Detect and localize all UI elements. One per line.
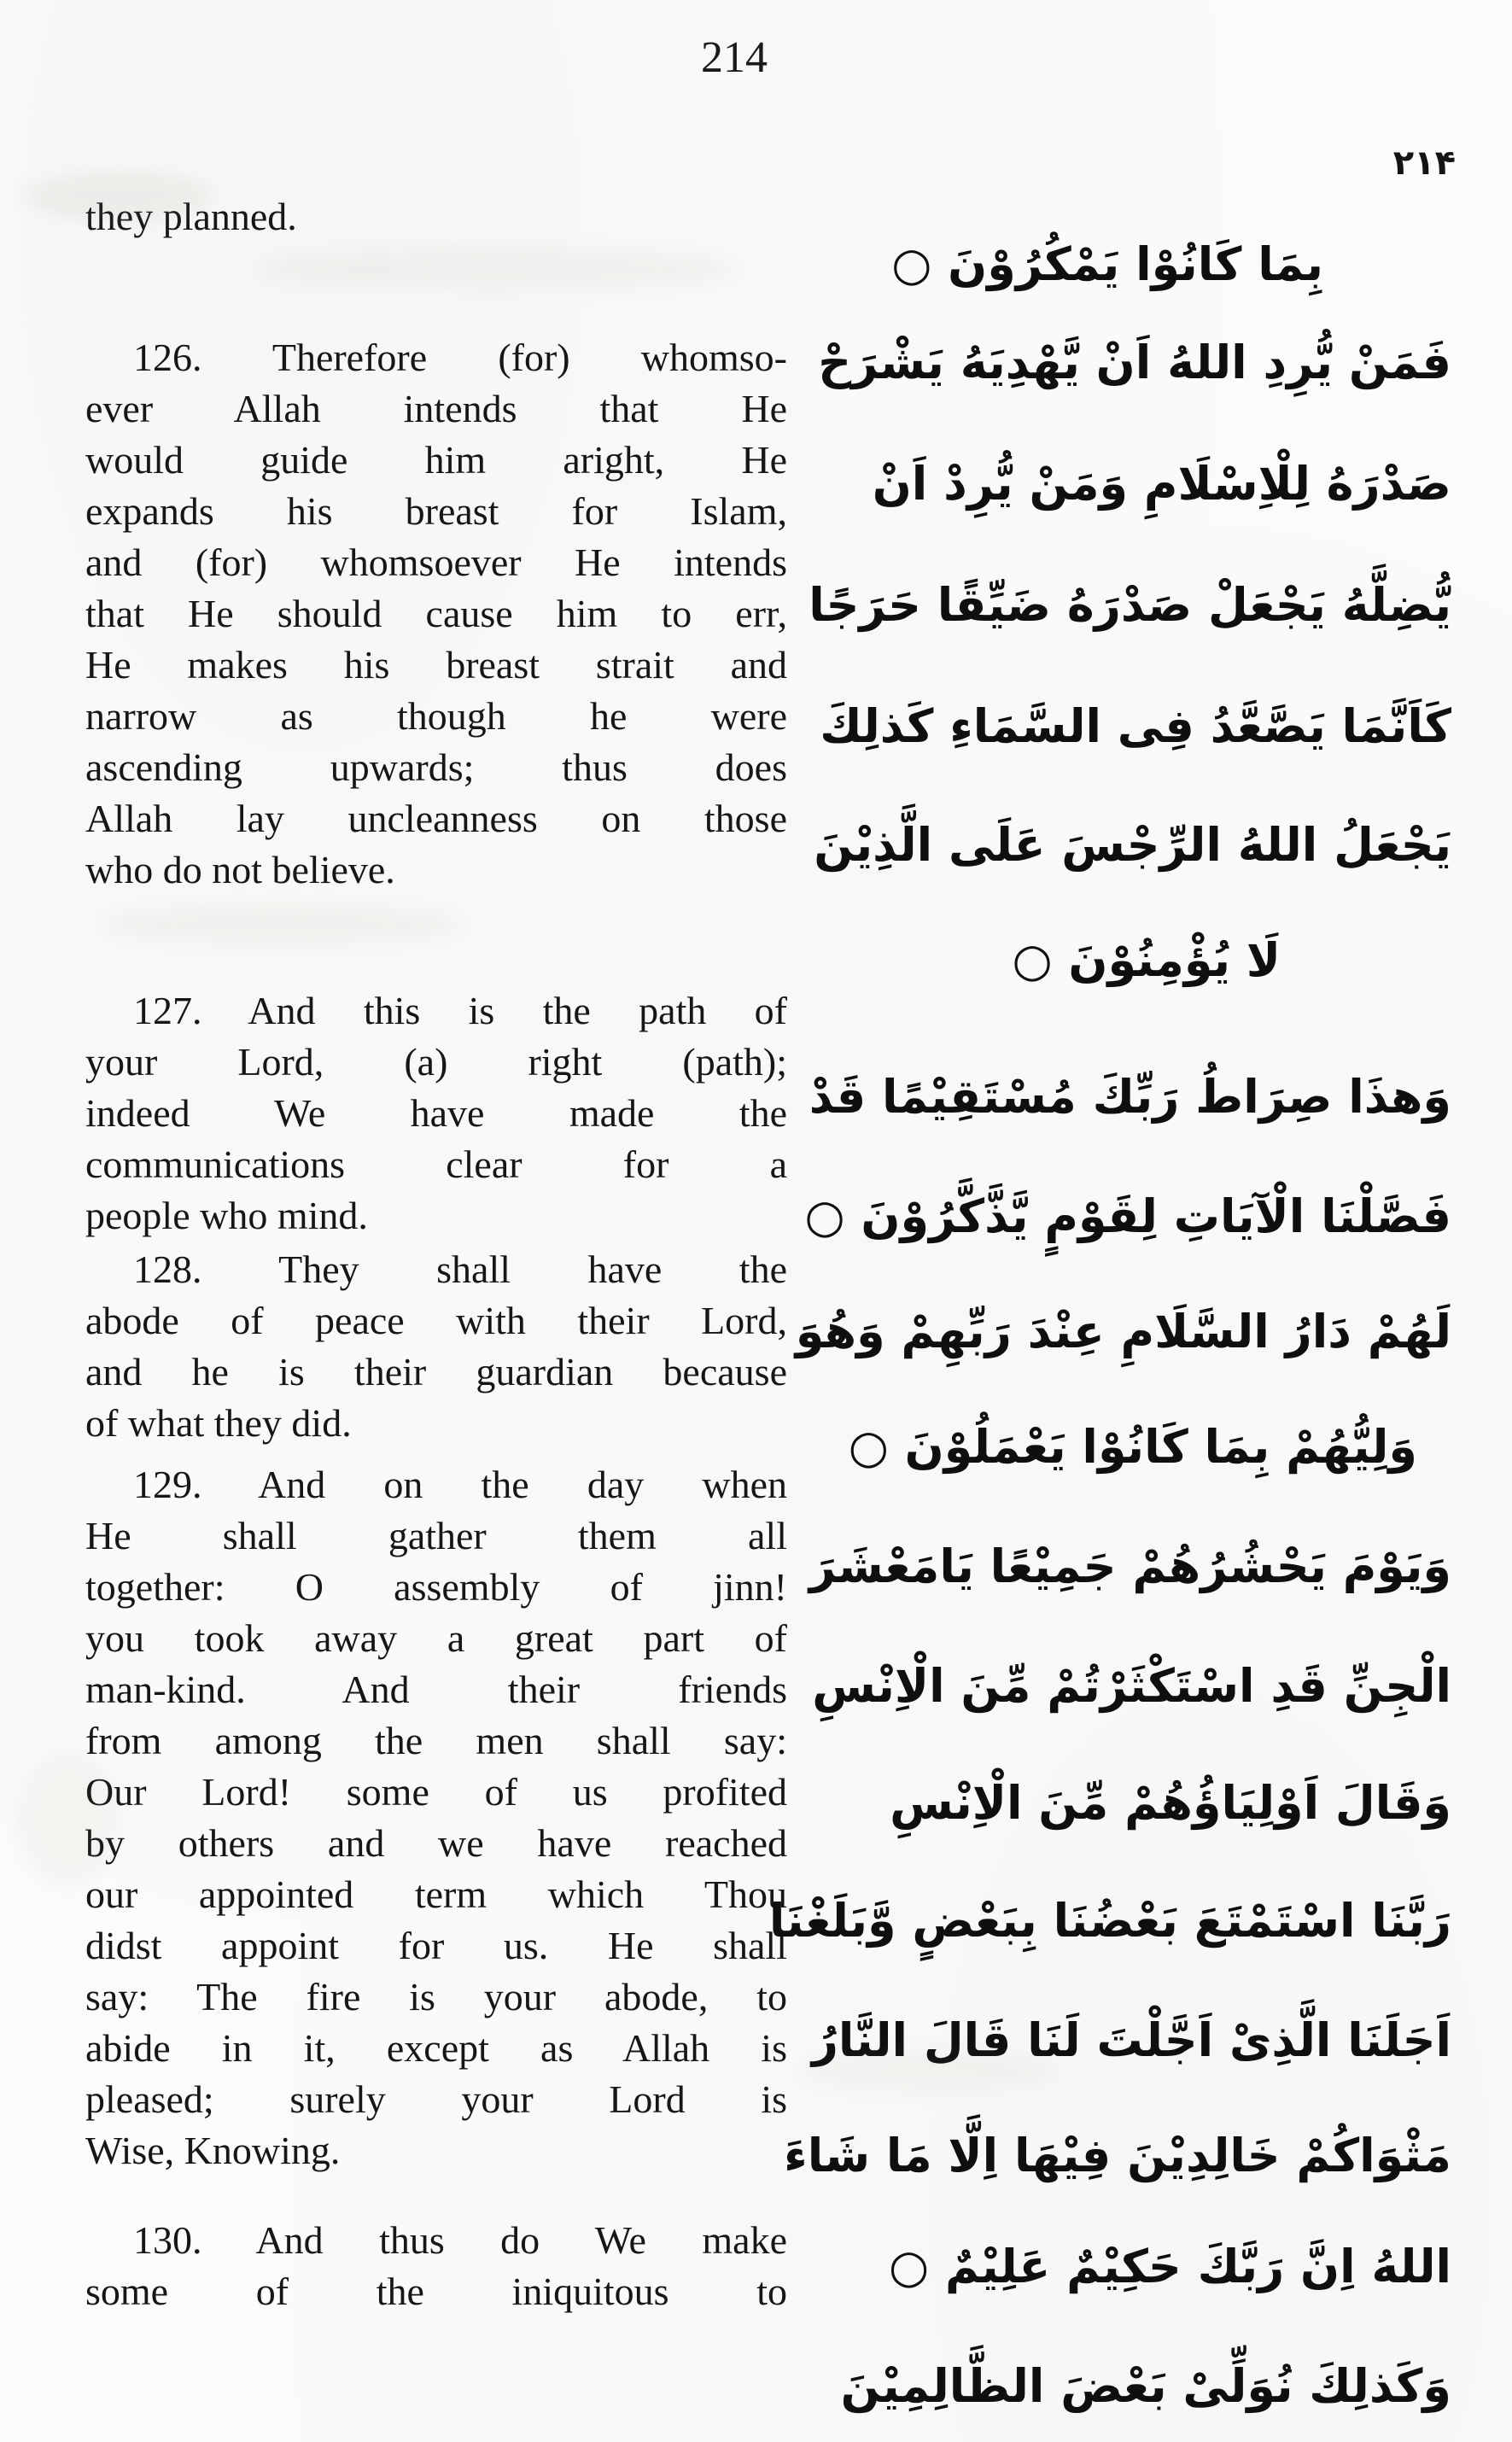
scan-smudge: [102, 905, 461, 944]
arabic-text-line: فَصَّلْنَا الْآيَاتِ لِقَوْمٍ يَّذَّكَّرُوْنَ ○: [804, 1189, 1451, 1243]
english-text-line: and he is their guardian because: [85, 1350, 787, 1393]
english-text-line: ascending upwards; thus does: [85, 745, 787, 789]
arabic-text-line: وَهذَا صِرَاطُ رَبِّكَ مُسْتَقِيْمًا قَدْ: [809, 1070, 1451, 1124]
english-text-line: abide in it, except as Allah is: [85, 2026, 787, 2070]
english-text-line: they planned.: [85, 195, 297, 238]
english-text-line: that He should cause him to err,: [85, 592, 787, 635]
arabic-text-line: وَيَوْمَ يَحْشُرُهُمْ جَمِيْعًا يَامَعْشَرَ: [809, 1539, 1451, 1593]
english-text-line: some of the iniquitous to: [85, 2270, 787, 2313]
english-text-line: people who mind.: [85, 1194, 368, 1237]
arabic-text-line: وَلِيُّهُمْ بِمَا كَانُوْا يَعْمَلُوْنَ ○: [848, 1420, 1417, 1474]
english-text-line: 128. They shall have the: [133, 1247, 787, 1291]
english-text-line: He makes his breast strait and: [85, 643, 787, 686]
english-text-line: 130. And thus do We make: [133, 2218, 787, 2262]
english-text-line: ever Allah intends that He: [85, 387, 787, 430]
english-text-line: abode of peace with their Lord,: [85, 1299, 787, 1342]
english-text-line: by others and we have reached: [85, 1821, 787, 1865]
english-text-line: expands his breast for Islam,: [85, 489, 787, 533]
arabic-page-number: ۲۱۴: [1392, 143, 1456, 183]
english-text-line: Our Lord! some of us profited: [85, 1770, 787, 1814]
english-text-line: Wise, Knowing.: [85, 2129, 341, 2172]
arabic-text-line: لَهُمْ دَارُ السَّلَامِ عِنْدَ رَبِّهِمْ وَهُوَ: [795, 1305, 1451, 1358]
english-text-line: say: The fire is your abode, to: [85, 1975, 787, 2018]
arabic-text-line: رَبَّنَا اسْتَمْتَعَ بَعْضُنَا بِبَعْضٍ وَّبَلَغْنَا: [768, 1894, 1451, 1948]
english-text-line: would guide him aright, He: [85, 438, 787, 482]
arabic-text-line: يُّضِلَّهُ يَجْعَلْ صَدْرَهُ ضَيِّقًا حَرَجًا: [809, 578, 1451, 632]
english-text-line: indeed We have made the: [85, 1091, 787, 1135]
english-text-line: from among the men shall say:: [85, 1719, 787, 1762]
english-text-line: communications clear for a: [85, 1142, 787, 1186]
arabic-text-line: وَقَالَ اَوْلِيَاؤُهُمْ مِّنَ الْاِنْسِ: [890, 1776, 1451, 1830]
english-text-line: man-kind. And their friends: [85, 1668, 787, 1711]
arabic-text-line: الْجِنِّ قَدِ اسْتَكْثَرْتُمْ مِّنَ الْاِنْسِ: [812, 1659, 1451, 1713]
english-text-line: 126. Therefore (for) whomso-: [133, 336, 787, 379]
arabic-text-line: مَثْوَاكُمْ خَالِدِيْنَ فِيْهَا اِلَّا مَا شَاءَ: [784, 2129, 1451, 2182]
arabic-text-line: صَدْرَهُ لِلْاِسْلَامِ وَمَنْ يُّرِدْ اَنْ: [872, 457, 1451, 511]
arabic-text-line: كَاَنَّمَا يَصَّعَّدُ فِى السَّمَاءِ كَذلِكَ: [820, 699, 1451, 753]
english-text-line: didst appoint for us. He shall: [85, 1924, 787, 1967]
arabic-text-line: يَجْعَلُ اللهُ الرِّجْسَ عَلَى الَّذِيْنَ: [814, 818, 1451, 872]
arabic-text-line: اللهُ اِنَّ رَبَّكَ حَكِيْمٌ عَلِيْمٌ ○: [889, 2240, 1451, 2293]
english-text-line: He shall gather them all: [85, 1514, 787, 1557]
english-text-line: pleased; surely your Lord is: [85, 2077, 787, 2121]
arabic-text-line: فَمَنْ يُّرِدِ اللهُ اَنْ يَّهْدِيَهُ يَشْرَحْ: [818, 336, 1451, 389]
scan-smudge: [256, 248, 734, 290]
english-text-line: narrow as though he were: [85, 694, 787, 738]
english-text-line: your Lord, (a) right (path);: [85, 1040, 787, 1084]
english-text-line: of what they did.: [85, 1401, 352, 1445]
english-text-line: 127. And this is the path of: [133, 989, 787, 1032]
english-text-line: 129. And on the day when: [133, 1463, 787, 1506]
page-number: 214: [701, 33, 768, 82]
arabic-text-line: بِمَا كَانُوْا يَمْكُرُوْنَ ○: [891, 237, 1323, 291]
english-text-line: and (for) whomsoever He intends: [85, 540, 787, 584]
english-text-line: Allah lay uncleanness on those: [85, 797, 787, 840]
english-text-line: our appointed term which Thou: [85, 1872, 787, 1916]
english-text-line: you took away a great part of: [85, 1616, 787, 1660]
english-text-line: together: O assembly of jinn!: [85, 1565, 787, 1609]
arabic-text-line: اَجَلَنَا الَّذِىْ اَجَّلْتَ لَنَا قَالَ النَّارُ: [811, 2013, 1451, 2067]
arabic-text-line: وَكَذلِكَ نُوَلِّىْ بَعْضَ الظَّالِمِيْنَ: [840, 2359, 1451, 2413]
arabic-text-line: لَا يُؤْمِنُوْنَ ○: [1012, 933, 1281, 987]
english-text-line: who do not believe.: [85, 848, 395, 891]
